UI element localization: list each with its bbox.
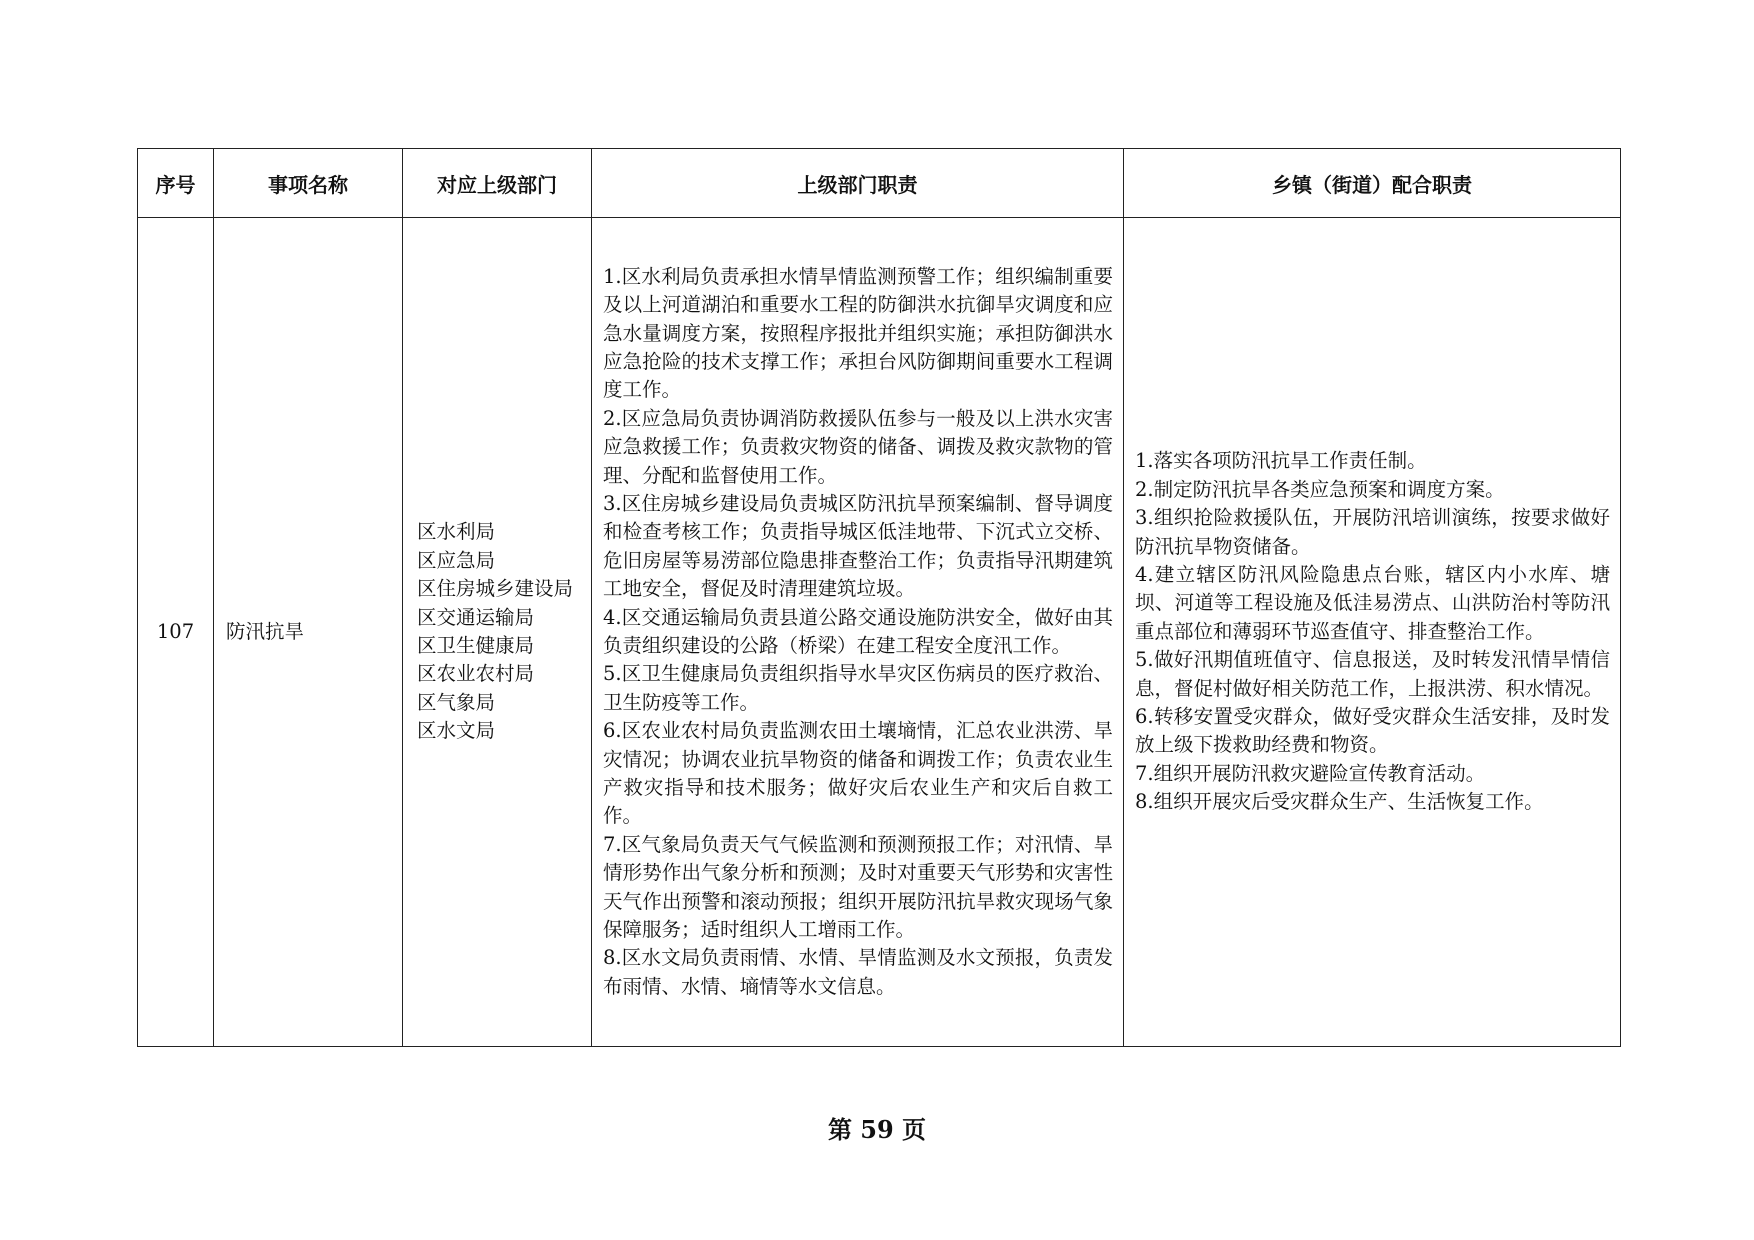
duty-item: 3.区住房城乡建设局负责城区防汛抗旱预案编制、督导调度和检查考核工作；负责指导城区低洼地带、下沉式立交桥、危旧房屋等易涝部位隐患排查整治工作；负责指导汛期建筑工地安全，督促及时清理建筑垃圾。 (603, 491, 1113, 601)
item-name: 防汛抗旱 (214, 218, 403, 1047)
superior-duties-list (592, 218, 1124, 1047)
duty-item: 6.区农业农村局负责监测农田土壤墒情，汇总农业洪涝、旱灾情况；协调农业抗旱物资的储备和调拨工作；负责农业生产救灾指导和技术服务；做好灾后农业生产和灾后自救工作。 (603, 719, 1113, 828)
table-header-row (138, 149, 1621, 218)
dept-item: 区应急局 (417, 548, 496, 572)
header-item-name: 事项名称 (214, 149, 403, 218)
coop-item: 2.制定防汛抗旱各类应急预案和调度方案。 (1135, 477, 1505, 501)
header-no: 序号 (138, 149, 214, 218)
duty-item: 4.区交通运输局负责县道公路交通设施防洪安全，做好由其负责组织建设的公路（桥梁）在建工程安全度汛工作。 (603, 605, 1113, 657)
township-duties-list (1124, 218, 1621, 1047)
coop-item: 7.组织开展防汛救灾避险宣传教育活动。 (1135, 761, 1486, 785)
superior-dept-list (403, 218, 592, 1047)
dept-item: 区气象局 (417, 690, 496, 714)
coop-item: 5.做好汛期值班值守、信息报送，及时转发汛情旱情信息，督促村做好相关防范工作，上报洪涝、积水情况。 (1135, 648, 1610, 700)
header-superior-dept: 对应上级部门 (403, 149, 592, 218)
duty-item: 1.区水利局负责承担水情旱情监测预警工作；组织编制重要及以上河道湖泊和重要水工程的防御洪水抗御旱灾调度和应急水量调度方案，按照程序报批并组织实施；承担防御洪水应急抢险的技术支撑工作；承担台风防御期间重要水工程调度工作。 (603, 264, 1113, 402)
dept-item: 区农业农村局 (417, 662, 535, 686)
duty-item: 8.区水文局负责雨情、水情、旱情监测及水文预报，负责发布雨情、水情、墒情等水文信息。 (603, 946, 1113, 998)
page-number: 第 59 页 (827, 1115, 927, 1144)
duty-item: 2.区应急局负责协调消防救援队伍参与一般及以上洪水灾害应急救援工作；负责救灾物资的储备、调拨及救灾款物的管理、分配和监督使用工作。 (603, 406, 1113, 487)
responsibility-table (137, 148, 1621, 1047)
coop-item: 3.组织抢险救援队伍，开展防汛培训演练，按要求做好防汛抗旱物资储备。 (1135, 506, 1610, 558)
row-number: 107 (138, 218, 214, 1047)
dept-item: 区交通运输局 (417, 605, 535, 629)
dept-item: 区住房城乡建设局 (417, 577, 574, 601)
header-township-duties: 乡镇（街道）配合职责 (1124, 149, 1621, 218)
dept-item: 区水文局 (417, 719, 496, 743)
dept-item: 区水利局 (417, 520, 496, 544)
coop-item: 8.组织开展灾后受灾群众生产、生活恢复工作。 (1135, 790, 1544, 814)
duty-item: 5.区卫生健康局负责组织指导水旱灾区伤病员的医疗救治、卫生防疫等工作。 (603, 662, 1113, 714)
coop-item: 1.落实各项防汛抗旱工作责任制。 (1135, 449, 1427, 473)
coop-item: 4.建立辖区防汛风险隐患点台账，辖区内小水库、塘坝、河道等工程设施及低洼易涝点、山洪防治村等防汛重点部位和薄弱环节巡查值守、排查整治工作。 (1135, 562, 1610, 643)
dept-item: 区卫生健康局 (417, 634, 535, 657)
coop-item: 6.转移安置受灾群众，做好受灾群众生活安排，及时发放上级下拨救助经费和物资。 (1135, 705, 1610, 757)
header-superior-duties: 上级部门职责 (592, 149, 1124, 218)
table-row (138, 218, 1621, 1047)
duty-item: 7.区气象局负责天气气候监测和预测预报工作；对汛情、旱情形势作出气象分析和预测；及时对重要天气形势和灾害性天气作出预警和滚动预报；组织开展防汛抗旱救灾现场气象保障服务；适时组织人工增雨工作。 (603, 832, 1113, 942)
